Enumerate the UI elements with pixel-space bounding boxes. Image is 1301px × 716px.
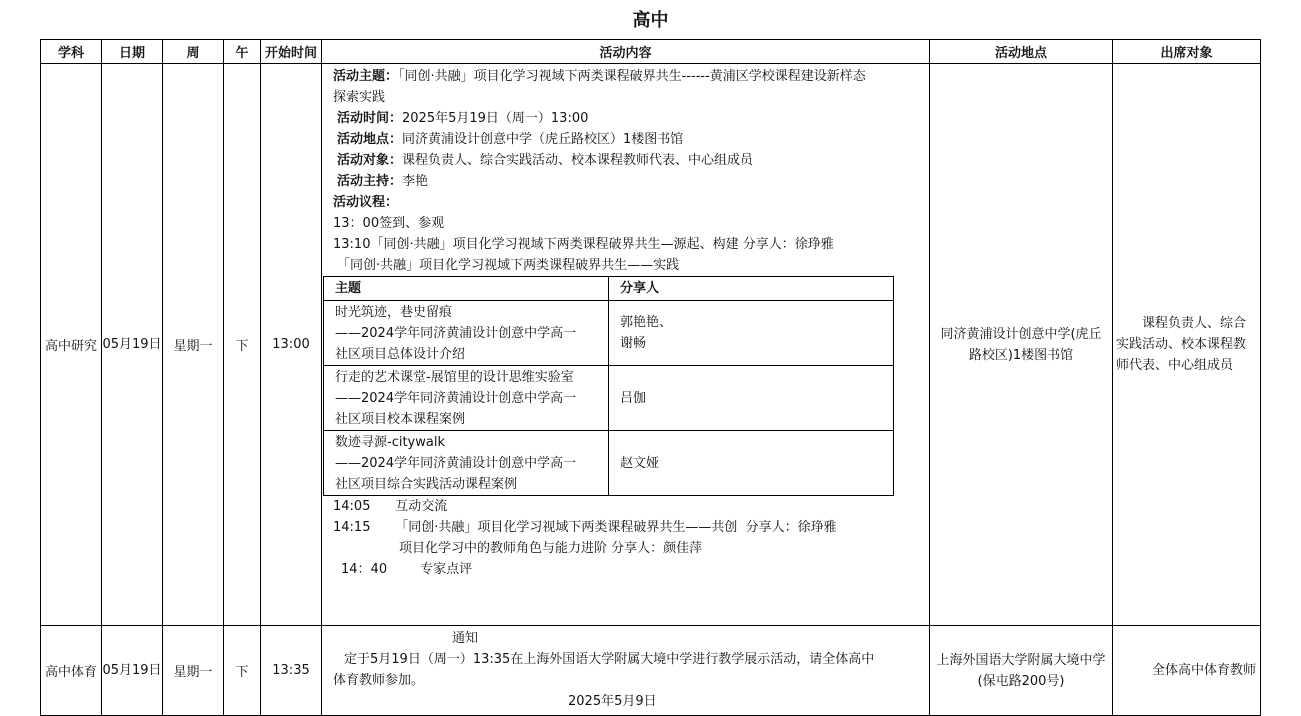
sharing-table [323, 276, 894, 496]
agenda-item: 「同创·共融」项目化学习视域下两类课程破界共生——实践 [337, 258, 680, 273]
target-label: 活动对象： [337, 153, 403, 168]
host-value: 李艳 [402, 174, 429, 189]
date-cell: 05月19日 [102, 626, 163, 716]
column-header-content: 活动内容 [322, 40, 930, 64]
table-row [41, 626, 1261, 716]
notice-body-continued: 体育教师参加。 [333, 673, 425, 688]
sharing-topic: 行走的艺术课堂-展馆里的设计思维实验室 ——2024学年同济黄浦设计创意中学高一 社区项目校本课程案例 [324, 366, 609, 431]
host-label: 活动主持： [337, 174, 403, 189]
notice-date: 2025年5月9日 [568, 694, 657, 709]
column-header-weekday: 周 [163, 40, 224, 64]
start-time-cell: 13:00 [261, 64, 322, 626]
schedule-table [40, 39, 1261, 716]
sharing-speaker: 郭艳艳、 谢畅 [609, 301, 894, 366]
sharing-header-speaker: 分享人 [609, 277, 894, 301]
sharing-topic: 时光筑迹，巷史留痕 ——2024学年同济黄浦设计创意中学高一 社区项目总体设计介绍 [324, 301, 609, 366]
place-label: 活动地点： [337, 132, 403, 147]
attendees-cell: 全体高中体育教师 [1113, 626, 1261, 716]
notice-body: 定于5月19日（周一）13:35在上海外国语大学附属大境中学进行教学展示活动，请全体高中 [344, 652, 875, 667]
sharing-speaker: 赵文娅 [609, 431, 894, 496]
sharing-topic: 数迹寻源-citywalk ——2024学年同济黄浦设计创意中学高一 社区项目综合实践活动课程案例 [324, 431, 609, 496]
column-header-start-time: 开始时间 [261, 40, 322, 64]
time-label: 活动时间： [337, 111, 403, 126]
agenda-item: 14:05 互动交流 [333, 499, 448, 514]
sharing-row [324, 431, 894, 496]
column-header-attendees: 出席对象 [1113, 40, 1261, 64]
sharing-header-topic: 主题 [324, 277, 609, 301]
header-row [41, 40, 1261, 64]
agenda-item: 13：00签到、参观 [333, 216, 445, 231]
table-row [41, 64, 1261, 626]
subject-cell: 高中研究 [41, 64, 102, 626]
agenda-item: 14：40 专家点评 [341, 562, 473, 577]
agenda-label: 活动议程： [333, 195, 399, 210]
weekday-cell: 星期一 [163, 626, 224, 716]
date-cell: 05月19日 [102, 64, 163, 626]
time-value: 2025年5月19日（周一）13:00 [402, 111, 589, 126]
column-header-venue: 活动地点 [930, 40, 1113, 64]
agenda-item: 13:10「同创·共融」项目化学习视域下两类课程破界共生—源起、构建 分享人：徐琤雅 [333, 237, 834, 252]
page-title: 高中 [632, 10, 669, 31]
theme-value: 「同创·共融」项目化学习视域下两类课程破界共生------黄浦区学校课程建设新样态 [398, 69, 866, 84]
start-time-cell: 13:35 [261, 626, 322, 716]
column-header-date: 日期 [102, 40, 163, 64]
weekday-cell: 星期一 [163, 64, 224, 626]
theme-value-continued: 探索实践 [333, 90, 386, 105]
activity-content-cell [322, 64, 930, 626]
column-header-subject: 学科 [41, 40, 102, 64]
venue-cell: 同济黄浦设计创意中学(虎丘路校区)1楼图书馆 [930, 64, 1113, 626]
attendees-cell: 课程负责人、综合实践活动、校本课程教师代表、中心组成员 [1113, 64, 1261, 626]
column-header-period: 午 [224, 40, 261, 64]
sharing-speaker: 吕伽 [609, 366, 894, 431]
place-value: 同济黄浦设计创意中学（虎丘路校区）1楼图书馆 [402, 132, 684, 147]
notice-heading: 通知 [452, 631, 479, 646]
venue-cell: 上海外国语大学附属大境中学(保屯路200号) [930, 626, 1113, 716]
notice-cell [322, 626, 930, 716]
agenda-item: 14:15 「同创·共融」项目化学习视域下两类课程破界共生——共创 分享人：徐琤雅 [333, 520, 837, 535]
sharing-table-header [324, 277, 894, 301]
period-cell: 下 [224, 626, 261, 716]
subject-cell: 高中体育 [41, 626, 102, 716]
target-value: 课程负责人、综合实践活动、校本课程教师代表、中心组成员 [402, 153, 754, 168]
theme-label: 活动主题： [333, 69, 399, 84]
period-cell: 下 [224, 64, 261, 626]
agenda-item: 项目化学习中的教师角色与能力进阶 分享人：颜佳萍 [399, 541, 703, 556]
sharing-row [324, 301, 894, 366]
sharing-row [324, 366, 894, 431]
